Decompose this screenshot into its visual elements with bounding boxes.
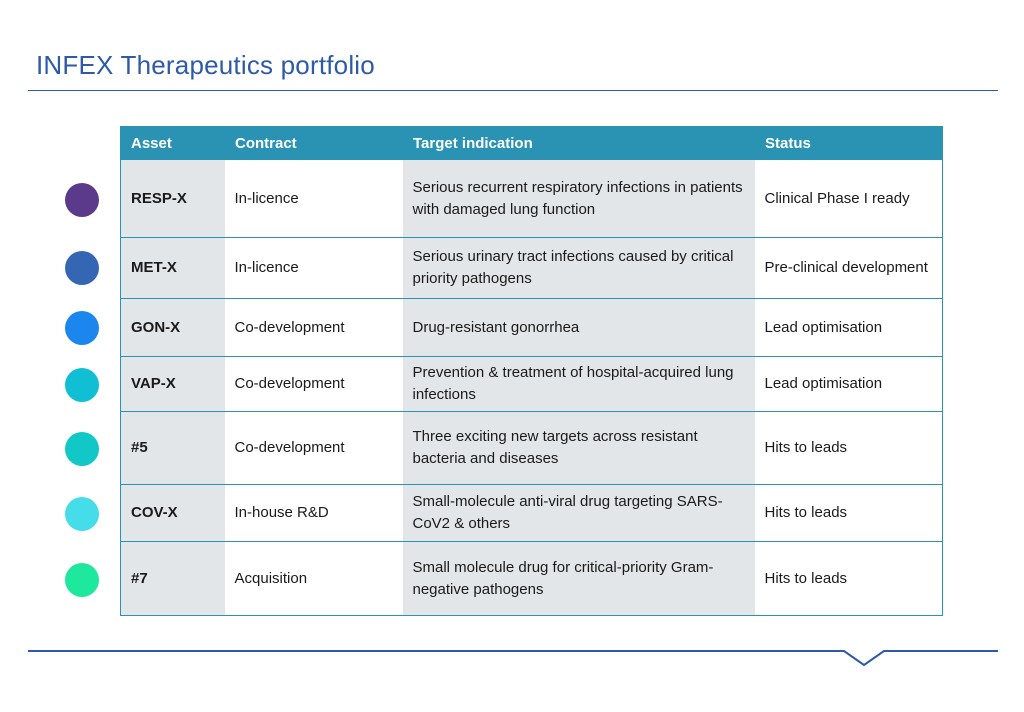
target-indication: Serious urinary tract infections caused by critical priority pathogens [403, 238, 755, 299]
asset-name: VAP-X [121, 357, 225, 412]
status: Lead optimisation [755, 357, 943, 412]
asset-dot-5 [65, 432, 99, 466]
contract-type: Acquisition [225, 542, 403, 616]
status: Hits to leads [755, 412, 943, 485]
asset-name: #7 [121, 542, 225, 616]
target-indication: Prevention & treatment of hospital-acquired lung infections [403, 357, 755, 412]
asset-name: COV-X [121, 485, 225, 542]
asset-dot-vap-x [65, 368, 99, 402]
header-contract: Contract [225, 127, 403, 160]
header-asset: Asset [121, 127, 225, 160]
table-header-row [121, 127, 943, 160]
page-title: INFEX Therapeutics portfolio [36, 50, 375, 80]
target-indication: Serious recurrent respiratory infections in patients with damaged lung function [403, 160, 755, 238]
contract-type: In-licence [225, 160, 403, 238]
title-divider [28, 90, 998, 91]
asset-dot-met-x [65, 251, 99, 285]
table-row [121, 357, 943, 412]
header-status: Status [755, 127, 943, 160]
status: Lead optimisation [755, 299, 943, 357]
asset-dot-gon-x [65, 311, 99, 345]
target-indication: Small molecule drug for critical-priority Gram-negative pathogens [403, 542, 755, 616]
target-indication: Small-molecule anti-viral drug targeting SARS-CoV2 & others [403, 485, 755, 542]
table-row [121, 160, 943, 238]
header-target-indication: Target indication [403, 127, 755, 160]
table-row [121, 299, 943, 357]
target-indication: Three exciting new targets across resistant bacteria and diseases [403, 412, 755, 485]
table-row [121, 412, 943, 485]
footer-divider [0, 640, 1024, 680]
asset-name: #5 [121, 412, 225, 485]
asset-name: RESP-X [121, 160, 225, 238]
footer-line-with-notch [28, 651, 998, 665]
asset-name: MET-X [121, 238, 225, 299]
contract-type: In-licence [225, 238, 403, 299]
table-row [121, 485, 943, 542]
asset-dot-resp-x [65, 183, 99, 217]
status: Pre-clinical development [755, 238, 943, 299]
contract-type: Co-development [225, 357, 403, 412]
table-row [121, 238, 943, 299]
contract-type: Co-development [225, 299, 403, 357]
asset-dot-7 [65, 563, 99, 597]
portfolio-table [120, 126, 943, 616]
asset-dot-cov-x [65, 497, 99, 531]
status: Hits to leads [755, 542, 943, 616]
table-row [121, 542, 943, 616]
contract-type: Co-development [225, 412, 403, 485]
status: Hits to leads [755, 485, 943, 542]
contract-type: In-house R&D [225, 485, 403, 542]
target-indication: Drug-resistant gonorrhea [403, 299, 755, 357]
asset-name: GON-X [121, 299, 225, 357]
status: Clinical Phase I ready [755, 160, 943, 238]
